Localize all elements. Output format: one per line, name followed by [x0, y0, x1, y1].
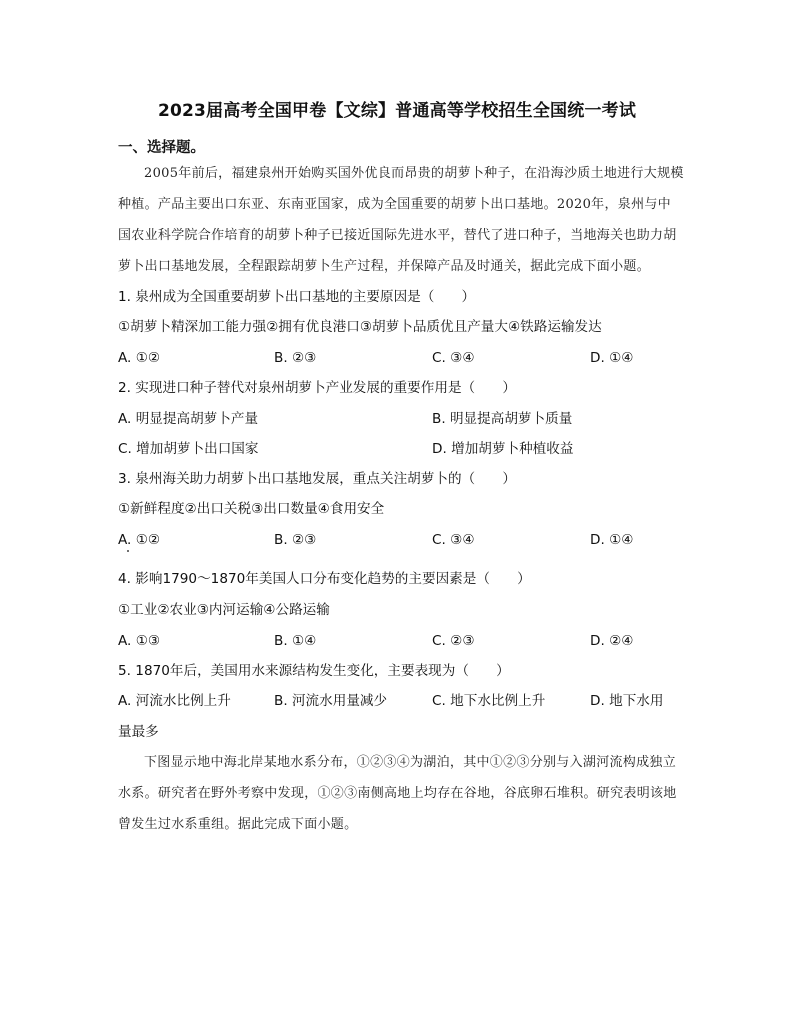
- question-5-option-a[interactable]: A. 河流水比例上升: [118, 693, 231, 709]
- question-3-option-b[interactable]: B. ②③: [274, 532, 317, 548]
- question-2-option-c[interactable]: C. 增加胡萝卜出口国家: [118, 441, 259, 457]
- question-1-option-a[interactable]: A. ①②: [118, 350, 161, 366]
- page-title: 2023届高考全国甲卷【文综】普通高等学校招生全国统一考试: [157, 101, 637, 121]
- question-2-option-b[interactable]: B. 明显提高胡萝卜质量: [432, 411, 573, 427]
- passage-carrot: 2005年前后，福建泉州开始购买国外优良而昂贵的胡萝卜种子，在沿海沙质土地进行大规模种植。产品主要出口东亚、东南亚国家，成为全国重要的胡萝卜出口基地。2020年，泉州与中国农业科学院合作培育的胡萝卜种子已接近国际先进水平，替代了进口种子，当地海关也助力胡萝卜出口基地发展，全程跟踪胡萝卜生产过程，并保障产品及时通关，据此完成下面小题。: [118, 166, 684, 274]
- question-1-items: ①胡萝卜精深加工能力强②拥有优良港口③胡萝卜品质优且产量大④铁路运输发达: [118, 319, 602, 335]
- question-3-option-c[interactable]: C. ③④: [432, 532, 475, 548]
- question-2-option-a[interactable]: A. 明显提高胡萝卜产量: [118, 411, 259, 427]
- question-3-stem: 3. 泉州海关助力胡萝卜出口基地发展，重点关注胡萝卜的（ ）: [118, 471, 516, 487]
- question-2-stem: 2. 实现进口种子替代对泉州胡萝卜产业发展的重要作用是（ ）: [118, 380, 516, 396]
- question-4-stem: 4. 影响1790～1870年美国人口分布变化趋势的主要因素是（ ）: [118, 571, 531, 587]
- question-4-items: ①工业②农业③内河运输④公路运输: [118, 602, 330, 618]
- section-heading: 一、选择题。: [118, 140, 205, 156]
- question-5-stem: 5. 1870年后，美国用水来源结构发生变化，主要表现为（ ）: [118, 663, 510, 679]
- question-4-option-c[interactable]: C. ②③: [432, 633, 475, 649]
- question-5-option-c[interactable]: C. 地下水比例上升: [432, 693, 546, 709]
- passage-mediterranean: 下图显示地中海北岸某地水系分布，①②③④为湖泊，其中①②③分别与入湖河流构成独立水系。研究者在野外考察中发现，①②③南侧高地上均存在谷地，谷底卵石堆积。研究表明该地曾发生过水系重组。据此完成下面小题。: [118, 755, 677, 832]
- question-3-option-d[interactable]: D. ①④: [590, 532, 634, 548]
- question-1-option-b[interactable]: B. ②③: [274, 350, 317, 366]
- question-1-option-c[interactable]: C. ③④: [432, 350, 475, 366]
- question-3-items: ①新鲜程度②出口关税③出口数量④食用安全: [118, 501, 385, 517]
- question-4-option-d[interactable]: D. ②④: [590, 633, 634, 649]
- question-5-option-d-continuation: 量最多: [118, 724, 159, 740]
- question-2-option-d[interactable]: D. 增加胡萝卜种植收益: [432, 441, 574, 457]
- question-1-option-d[interactable]: D. ①④: [590, 350, 634, 366]
- question-1-stem: 1. 泉州成为全国重要胡萝卜出口基地的主要原因是（ ）: [118, 289, 476, 305]
- question-4-option-b[interactable]: B. ①④: [274, 633, 317, 649]
- question-4-option-a[interactable]: A. ①③: [118, 633, 161, 649]
- question-3-option-a[interactable]: A. ①②: [118, 532, 161, 548]
- question-5-option-b[interactable]: B. 河流水用量减少: [274, 693, 388, 709]
- question-5-option-d[interactable]: D. 地下水用: [590, 693, 664, 709]
- stray-dot: [127, 550, 129, 552]
